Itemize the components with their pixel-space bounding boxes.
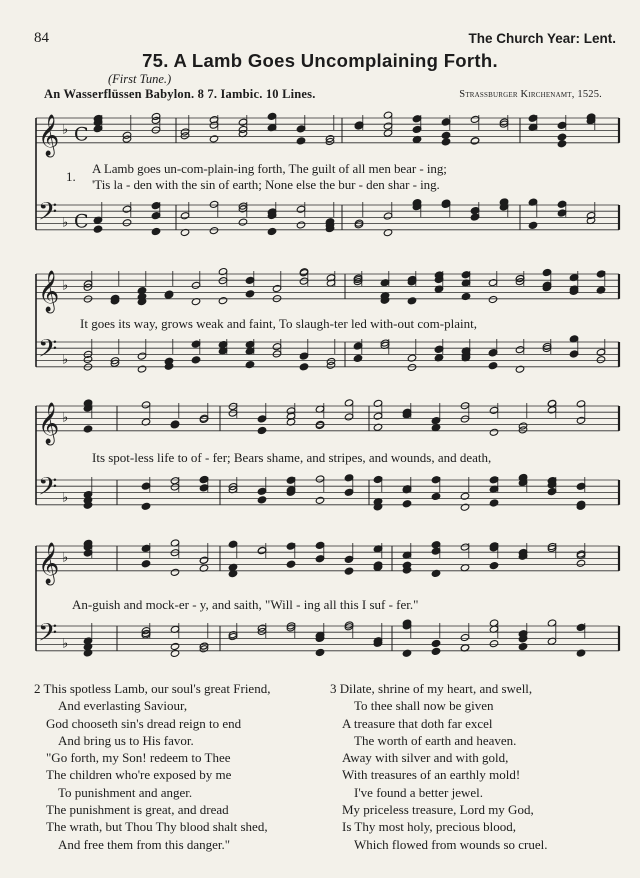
note-head (151, 227, 161, 235)
verse-text: "Go forth, my Son! redeem to Thee (46, 750, 231, 766)
note-head (528, 221, 538, 229)
note-head (170, 568, 180, 576)
note-head (515, 346, 525, 354)
note-head (209, 227, 219, 235)
note-head (489, 406, 499, 414)
verse-text: The wrath, but Thou Thy blood shalt shed, (46, 819, 268, 835)
verse-text: With treasures of an earthly mold! (342, 767, 521, 783)
note-head (218, 267, 228, 275)
treble-clef-icon: 𝄞 (38, 402, 60, 444)
note-head (83, 649, 93, 657)
note-head (245, 340, 255, 348)
note-head (576, 416, 586, 424)
note-head (557, 133, 567, 141)
verse-line (34, 715, 270, 732)
note-head (557, 209, 567, 217)
note-head (199, 484, 209, 492)
note-head (407, 363, 417, 371)
note-head (576, 623, 586, 631)
lyric-sys3: Its spot-less life to of - fer; Bears shame, and stripes, and wounds, and death, (92, 450, 492, 465)
note-head (441, 131, 451, 139)
note-head (218, 297, 228, 305)
note-head (528, 114, 538, 122)
note-head (299, 363, 309, 371)
note-head (353, 354, 363, 362)
treble-clef-icon: 𝄞 (38, 114, 60, 156)
note-head (299, 352, 309, 360)
bass-clef-icon: 𝄢 (38, 334, 58, 370)
note-head (489, 476, 499, 484)
note-head (460, 633, 470, 641)
note-head (518, 642, 528, 650)
verse-text: To punishment and anger. (58, 784, 193, 800)
verse-text: My priceless treasure, Lord my God, (342, 802, 534, 818)
note-head (141, 560, 151, 568)
note-head (441, 138, 451, 146)
composer: Strassburger Kirchenamt, 1525. (459, 89, 602, 100)
note-head (180, 212, 190, 220)
note-head (272, 284, 282, 292)
note-head (141, 482, 151, 490)
note-head (199, 475, 209, 483)
note-head (460, 492, 470, 500)
note-head (431, 639, 441, 647)
verse-number: 3 (330, 681, 340, 696)
note-head (557, 140, 567, 148)
note-head (412, 125, 422, 133)
note-head (461, 292, 471, 300)
note-head (315, 541, 325, 549)
verse-text: A treasure that doth far excel (342, 715, 493, 731)
verse-line (330, 715, 548, 732)
note-head (315, 648, 325, 656)
verse-3 (330, 680, 548, 853)
note-head (272, 343, 282, 351)
note-head (296, 137, 306, 145)
note-head (238, 218, 248, 226)
flat-icon: ♭ (62, 636, 69, 652)
note-head (83, 549, 93, 557)
verse-line (330, 680, 548, 697)
note-head (431, 417, 441, 425)
note-head (557, 200, 567, 208)
note-head (191, 340, 201, 348)
meter-line: An Wasserflüssen Babylon. 8 7. Iambic. 10 Lines. (44, 87, 316, 101)
verse-text: I've found a better jewel. (354, 784, 484, 800)
note-head (344, 488, 354, 496)
verse-text: The punishment is great, and dread (46, 802, 229, 818)
note-head (122, 205, 132, 213)
note-head (296, 125, 306, 133)
note-head (515, 365, 525, 373)
verse-text: Away with silver and with gold, (342, 750, 509, 766)
verse-text: And free them from this danger." (58, 836, 231, 852)
note-head (373, 412, 383, 420)
flat-icon: ♭ (62, 215, 69, 231)
note-head (353, 342, 363, 350)
note-head (257, 487, 267, 495)
time-signature-icon: C (74, 210, 89, 233)
verse-line (34, 749, 270, 766)
note-head (286, 476, 296, 484)
note-head (460, 503, 470, 511)
note-head (151, 202, 161, 210)
note-head (431, 647, 441, 655)
note-head (383, 122, 393, 130)
verse-text: To thee shall now be given (354, 698, 494, 714)
note-head (245, 276, 255, 284)
verse-text: And everlasting Saviour, (58, 698, 188, 714)
note-head (383, 212, 393, 220)
note-head (296, 205, 306, 213)
note-head (93, 125, 103, 133)
note-head (286, 542, 296, 550)
verse-line (330, 766, 548, 783)
note-head (488, 362, 498, 370)
note-head (576, 649, 586, 657)
note-head (141, 502, 151, 510)
note-head (470, 213, 480, 221)
note-head (547, 488, 557, 496)
treble-clef-icon: 𝄞 (38, 270, 60, 312)
verse-number: 2 (34, 681, 44, 696)
flat-icon: ♭ (62, 278, 69, 294)
note-head (93, 225, 103, 233)
note-head (431, 541, 441, 549)
verse-text: This spotless Lamb, our soul's great Friend, (43, 681, 271, 696)
note-head (257, 415, 267, 423)
note-head (209, 135, 219, 143)
verse-line (330, 801, 548, 818)
note-head (257, 426, 267, 434)
note-head (489, 562, 499, 570)
note-head (488, 348, 498, 356)
flat-icon: ♭ (62, 410, 69, 426)
note-head (576, 482, 586, 490)
time-signature-icon: C (74, 123, 89, 146)
verse-line (34, 784, 270, 801)
page-number: 84 (34, 30, 49, 46)
verse-text: And bring us to His favor. (58, 732, 194, 748)
note-head (191, 356, 201, 364)
note-head (170, 549, 180, 557)
verse-line (330, 697, 548, 714)
note-head (441, 118, 451, 126)
note-head (431, 476, 441, 484)
note-head (402, 649, 412, 657)
verse-line (34, 801, 270, 818)
running-head: The Church Year: Lent. (468, 31, 616, 46)
treble-clef-icon: 𝄞 (38, 542, 60, 584)
bass-clef-icon: 𝄢 (38, 472, 58, 508)
note-head (542, 268, 552, 276)
note-head (344, 474, 354, 482)
note-head (286, 560, 296, 568)
note-head (228, 540, 238, 548)
note-head (470, 206, 480, 214)
note-head (245, 290, 255, 298)
verse-text: Dilate, shrine of my heart, and swell, (339, 681, 533, 696)
verse-line (34, 732, 270, 749)
verse-text: Is Thy most holy, precious blood, (342, 819, 517, 835)
verse-line (34, 818, 270, 835)
flat-icon: ♭ (62, 122, 69, 138)
note-head (402, 500, 412, 508)
note-head (122, 219, 132, 227)
verse-line (34, 697, 270, 714)
flat-icon: ♭ (62, 490, 69, 506)
lyric-sys4: An-guish and mock-er - y, and saith, "Will - ing all this I suf - fer." (72, 597, 419, 612)
note-head (267, 227, 277, 235)
note-head (344, 413, 354, 421)
verse-line (330, 818, 548, 835)
note-head (267, 112, 277, 120)
note-head (569, 350, 579, 358)
note-head (488, 279, 498, 287)
note-head (407, 297, 417, 305)
note-head (141, 401, 151, 409)
note-head (170, 483, 180, 491)
note-head (489, 428, 499, 436)
note-head (137, 365, 147, 373)
note-head (461, 271, 471, 279)
bass-clef-icon: 𝄢 (38, 618, 58, 654)
flat-icon: ♭ (62, 550, 69, 566)
verse-text: The worth of earth and heaven. (354, 732, 517, 748)
note-head (315, 475, 325, 483)
bass-clef-icon: 𝄢 (38, 197, 58, 233)
note-head (170, 642, 180, 650)
note-head (460, 543, 470, 551)
note-head (272, 350, 282, 358)
lyric-sys1-line1: A Lamb goes un-com-plain-ing forth, The guilt of all men bear - ing; (92, 161, 447, 176)
note-head (596, 356, 606, 364)
note-head (151, 212, 161, 220)
note-head (344, 567, 354, 575)
note-head (547, 406, 557, 414)
verse-text: God chooseth sin's dread reign to end (46, 715, 242, 731)
hymn-title: 75. A Lamb Goes Uncomplaining Forth. (142, 50, 498, 71)
verse-line (330, 732, 548, 749)
note-head (576, 559, 586, 567)
note-head (488, 295, 498, 303)
note-head (596, 270, 606, 278)
lyric-sys2: It goes its way, grows weak and faint, To slaugh-ter led with-out com-plaint, (80, 316, 477, 331)
note-head (209, 200, 219, 208)
note-head (228, 409, 238, 417)
flat-icon: ♭ (62, 352, 69, 368)
note-head (412, 115, 422, 123)
verse-line (330, 784, 548, 801)
note-head (344, 555, 354, 563)
note-head (238, 118, 248, 126)
note-head (299, 277, 309, 285)
note-head (460, 415, 470, 423)
note-head (296, 221, 306, 229)
note-head (434, 345, 444, 353)
verse-line (34, 766, 270, 783)
note-head (431, 492, 441, 500)
note-head (218, 277, 228, 285)
note-head (557, 121, 567, 129)
note-head (137, 352, 147, 360)
note-head (257, 496, 267, 504)
note-head (489, 640, 499, 648)
note-head (83, 425, 93, 433)
note-head (470, 115, 480, 123)
note-head (315, 555, 325, 563)
note-head (191, 281, 201, 289)
note-head (199, 556, 209, 564)
verse-2 (34, 680, 270, 853)
note-head (596, 348, 606, 356)
note-head (180, 132, 190, 140)
note-head (576, 400, 586, 408)
verse-line (330, 836, 548, 853)
note-head (489, 499, 499, 507)
note-head (373, 475, 383, 483)
verse-line (34, 836, 270, 853)
note-head (245, 361, 255, 369)
verse-number: 1. (66, 169, 76, 184)
verse-line (330, 749, 548, 766)
verse-line (34, 680, 270, 697)
tune-note: (First Tune.) (108, 72, 172, 86)
verse-text: The children who're exposed by me (46, 767, 232, 783)
note-head (141, 544, 151, 552)
verse-text: Which flowed from wounds so cruel. (354, 836, 548, 852)
lyric-sys1-line2: 'Tis la - den with the sin of earth; None else the bur - den shar - ing. (92, 177, 440, 192)
note-head (315, 496, 325, 504)
